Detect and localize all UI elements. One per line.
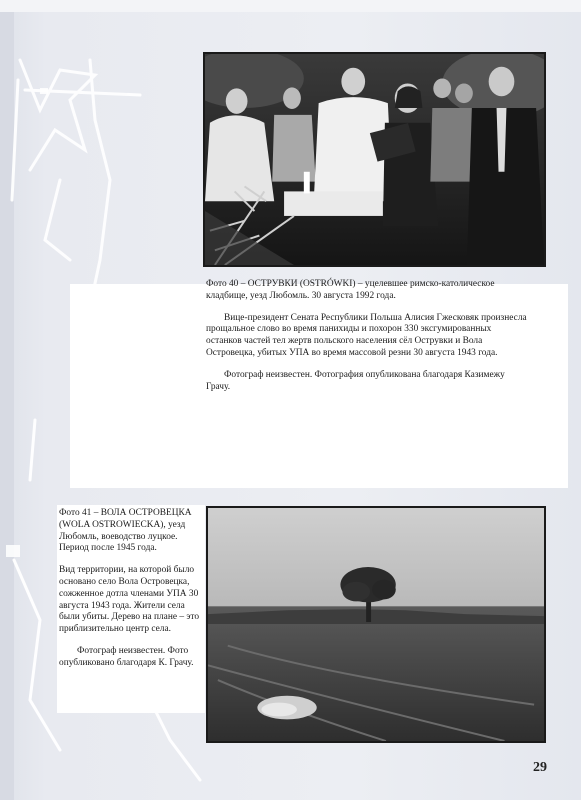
caption-40-paragraph-1: Вице-президент Сената Республики Польша Алисия Гжесковяк произнесла прощальное слово во время панихиды и похорон 330 эксгумированных останков частей тел жертв польского населения сёл Острувки и Вола Островецка, убитых УПА во время массовой резни 30 августа 1943 года. — [206, 312, 527, 358]
photo-ceremony — [203, 52, 546, 267]
photo-field — [206, 506, 546, 743]
page-number: 29 — [533, 760, 547, 775]
caption-40-title: Фото 40 – ОСТРУВКИ (OSTRÓWKI) – уцелевшее римско-католическое кладбище, уезд Любомль. 30 августа 1992 года. — [206, 279, 495, 301]
caption-41-paragraph-2: Фотограф неизвестен. Фото опубликовано благодаря К. Грачу. — [59, 645, 194, 668]
caption-41-title: Фото 41 – ВОЛА ОСТРОВЕЦКА (WOLA OSTROWIECKA), уезд Любомль, воеводство луцкое. Период после 1945 года. — [59, 508, 192, 554]
caption-photo-41 — [59, 508, 207, 680]
caption-41-paragraph-1: Вид территории, на которой было основано село Вола Островецка, сожженное дотла членами УПА 30 августа 1943 года. Жители села были убиты. Дерево на плане – это приблизительно центр села. — [59, 565, 200, 635]
caption-40-paragraph-2: Фотограф неизвестен. Фотография опубликована благодаря Казимежу Грачу. — [206, 369, 505, 392]
caption-photo-40 — [206, 279, 528, 403]
